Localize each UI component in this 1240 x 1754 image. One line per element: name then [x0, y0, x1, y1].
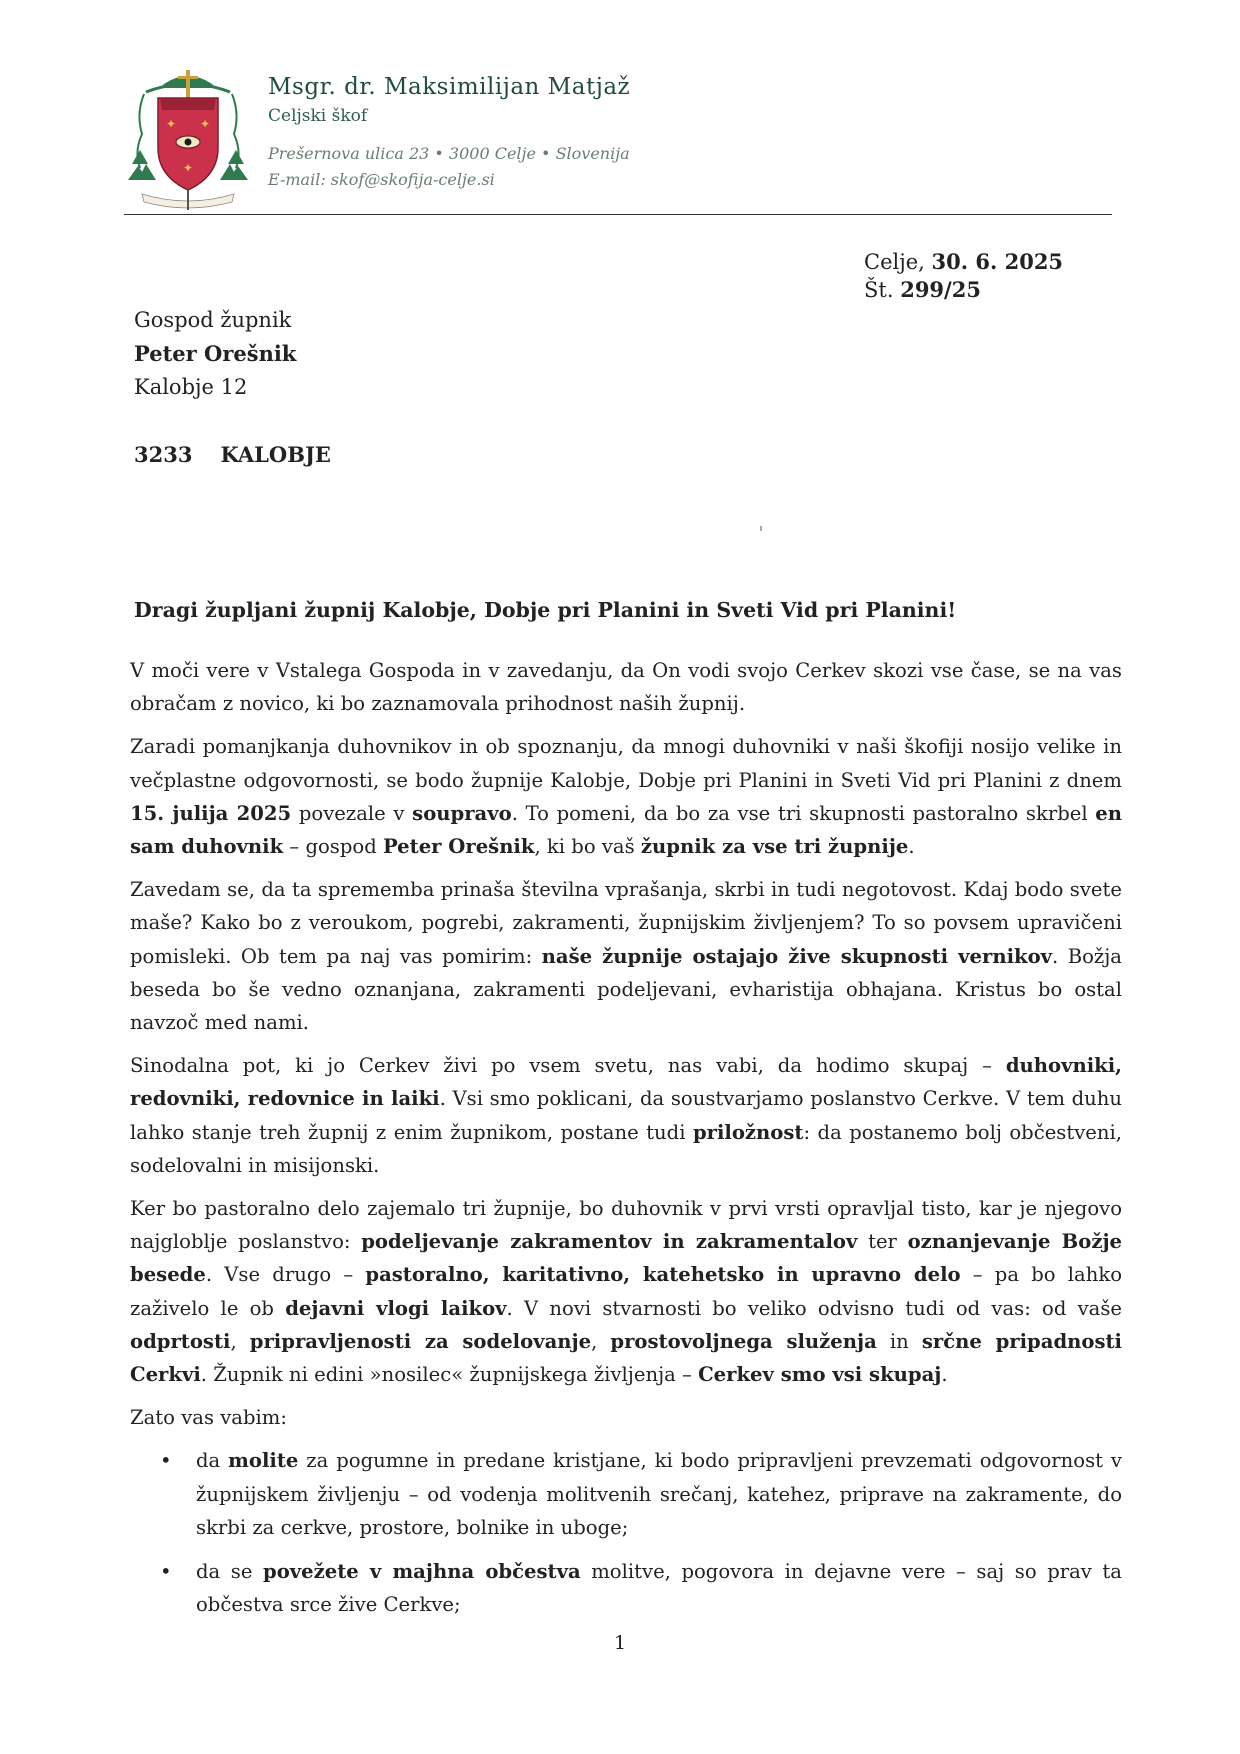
letterhead-email: E-mail: skof@skofija-celje.si [268, 170, 495, 189]
recipient-postal-line [134, 442, 331, 467]
bold-text: prostovoljnega služenja [610, 1329, 877, 1353]
paragraph [130, 1401, 1122, 1434]
text-run: molitve, pogovora in dejavne vere – saj so prav ta občestva srce žive Cerkve; [196, 1560, 1122, 1617]
paragraph [130, 730, 1122, 863]
list-item [196, 1555, 1122, 1621]
bold-text: molite [228, 1449, 299, 1473]
recipient-city: KALOBJE [220, 442, 331, 467]
text-run: . Župnik ni edini »nosilec« župnijskega življenja – [200, 1363, 699, 1387]
recipient-salutation: Gospod župnik [134, 308, 292, 332]
bold-text: soupravo [412, 801, 512, 825]
scan-mark [760, 526, 762, 531]
date-value: 30. 6. 2025 [931, 249, 1064, 274]
text-run: , ki bo vaš [534, 835, 641, 859]
text-run: povezale v [291, 801, 413, 825]
dateline [864, 248, 1063, 304]
reference-label: Št. [864, 278, 894, 302]
text-run: . Vse drugo – [205, 1263, 366, 1287]
text-run: , [591, 1329, 611, 1353]
letterhead-title: Celjski škof [268, 106, 368, 126]
letterhead-address: Prešernova ulica 23 • 3000 Celje • Slovenija [268, 144, 630, 163]
bold-text: podeljevanje zakramentov in zakramentalov [361, 1230, 858, 1254]
paragraph [130, 1049, 1122, 1182]
paragraph [130, 654, 1122, 720]
text-run: da se [196, 1560, 264, 1584]
text-run: . [908, 835, 915, 859]
recipient-postcode: 3233 [134, 442, 193, 467]
text-run: : da postanemo bolj občestveni, sodelovalni in misijonski. [130, 1120, 1123, 1177]
text-run: . V novi stvarnosti bo veliko odvisno tudi od vas: od vaše [506, 1296, 1122, 1320]
text-run: Zaradi pomanjkanja duhovnikov in ob spoznanju, da mnogi duhovniki v naši škofiji nosijo velike in večplastne odgovornosti, se bodo župnije Kalobje, Dobje pri Planini in Sveti Vid pri Planini z dnem [130, 735, 1122, 792]
text-run: , [230, 1329, 250, 1353]
bold-text: oznanjevanje Božje besede [130, 1230, 1122, 1287]
bold-text: srčne pripadnosti Cerkvi [130, 1329, 1122, 1387]
bold-text: naše župnije ostajajo žive skupnosti vernikov [541, 944, 1053, 968]
list-item [196, 1444, 1122, 1544]
letterhead-divider [124, 214, 1112, 215]
bold-text: en sam duhovnik [130, 801, 1122, 859]
text-run: – gospod [283, 835, 383, 859]
recipient-street: Kalobje 12 [134, 375, 248, 399]
date-line [864, 248, 1063, 276]
bold-text: 15. julija 2025 [130, 801, 292, 825]
text-run: Ker bo pastoralno delo zajemalo tri župnije, bo duhovnik v prvi vrsti opravljal tisto, kar je njegovo najgloblje poslanstvo: [130, 1197, 1122, 1254]
greeting: Dragi župljani župnij Kalobje, Dobje pri Planini in Sveti Vid pri Planini! [134, 598, 957, 622]
paragraph [130, 873, 1122, 1039]
paragraph [130, 1192, 1122, 1391]
text-run: . Vsi smo poklicani, da soustvarjamo poslanstvo Cerkve. V tem duhu lahko stanje treh župnij z enim župnikom, postane tudi [130, 1087, 1122, 1144]
text-run: . [941, 1363, 948, 1387]
svg-text:✦: ✦ [166, 117, 177, 131]
text-run: Zavedam se, da ta sprememba prinaša številna vprašanja, skrbi in tudi negotovost. Kdaj bodo svete maše? Kako bo z veroukom, pogrebi, zakramenti, župnijskim življenjem? To so povsem upravičeni pomisleki. Ob tem pa naj vas pomirim: [130, 878, 1122, 968]
reference-line [864, 276, 1063, 304]
letter-body [130, 654, 1122, 1632]
text-run: V moči vere v Vstalega Gospoda in v zavedanju, da On vodi svojo Cerkev skozi vse čase, se na vas obračam z novico, ki bo zaznamovala prihodnost naših župnij. [130, 659, 1122, 716]
date-place: Celje, [864, 250, 925, 274]
bold-text: Peter Orešnik [382, 835, 535, 859]
text-run: Sinodalna pot, ki jo Cerkev živi po vsem svetu, nas vabi, da hodimo skupaj – [130, 1054, 1006, 1078]
letterhead-name: Msgr. dr. Maksimilijan Matjaž [268, 74, 631, 100]
text-run: – pa bo lahko zaživelo le ob [130, 1263, 1123, 1320]
text-run: in [876, 1329, 922, 1353]
bold-text: župnik za vse tri župnije [640, 835, 909, 859]
bold-text: priložnost [692, 1120, 804, 1144]
text-run: ter [857, 1230, 908, 1254]
svg-text:✦: ✦ [200, 117, 211, 131]
episcopal-crest-icon [126, 64, 250, 212]
bold-text: duhovniki, redovniki, redovnice in laiki [130, 1054, 1122, 1111]
recipient-name: Peter Orešnik [134, 341, 297, 366]
page-number: 1 [613, 1632, 627, 1654]
bold-text: povežete v majhna občestva [263, 1560, 581, 1584]
bold-text: odprtosti [130, 1329, 231, 1353]
bold-text: dejavni vlogi laikov [285, 1296, 507, 1320]
text-run: da [196, 1449, 229, 1473]
invitation-list [130, 1444, 1122, 1621]
text-run: Zato vas vabim: [130, 1406, 287, 1430]
text-run: . Božja beseda bo še vedno oznanjana, zakramenti podeljevani, evharistija obhajana. Kristus bo ostal navzoč med nami. [130, 944, 1122, 1035]
text-run: . To pomeni, da bo za vse tri skupnosti pastoralno skrbel [511, 801, 1096, 825]
bold-text: pastoralno, karitativno, katehetsko in upravno delo [365, 1263, 961, 1287]
svg-text:✦: ✦ [183, 161, 194, 175]
reference-number: 299/25 [900, 277, 981, 302]
text-run: za pogumne in predane kristjane, ki bodo pripravljeni prevzemati odgovornost v župnijskem življenju – od vodenja molitvenih srečanj, katehez, priprave na zakramente, do skrbi za cerkve, prostore, bolnike in uboge; [196, 1449, 1122, 1539]
bold-text: Cerkev smo vsi skupaj [698, 1363, 942, 1387]
bold-text: pripravljenosti za sodelovanje [249, 1329, 592, 1353]
